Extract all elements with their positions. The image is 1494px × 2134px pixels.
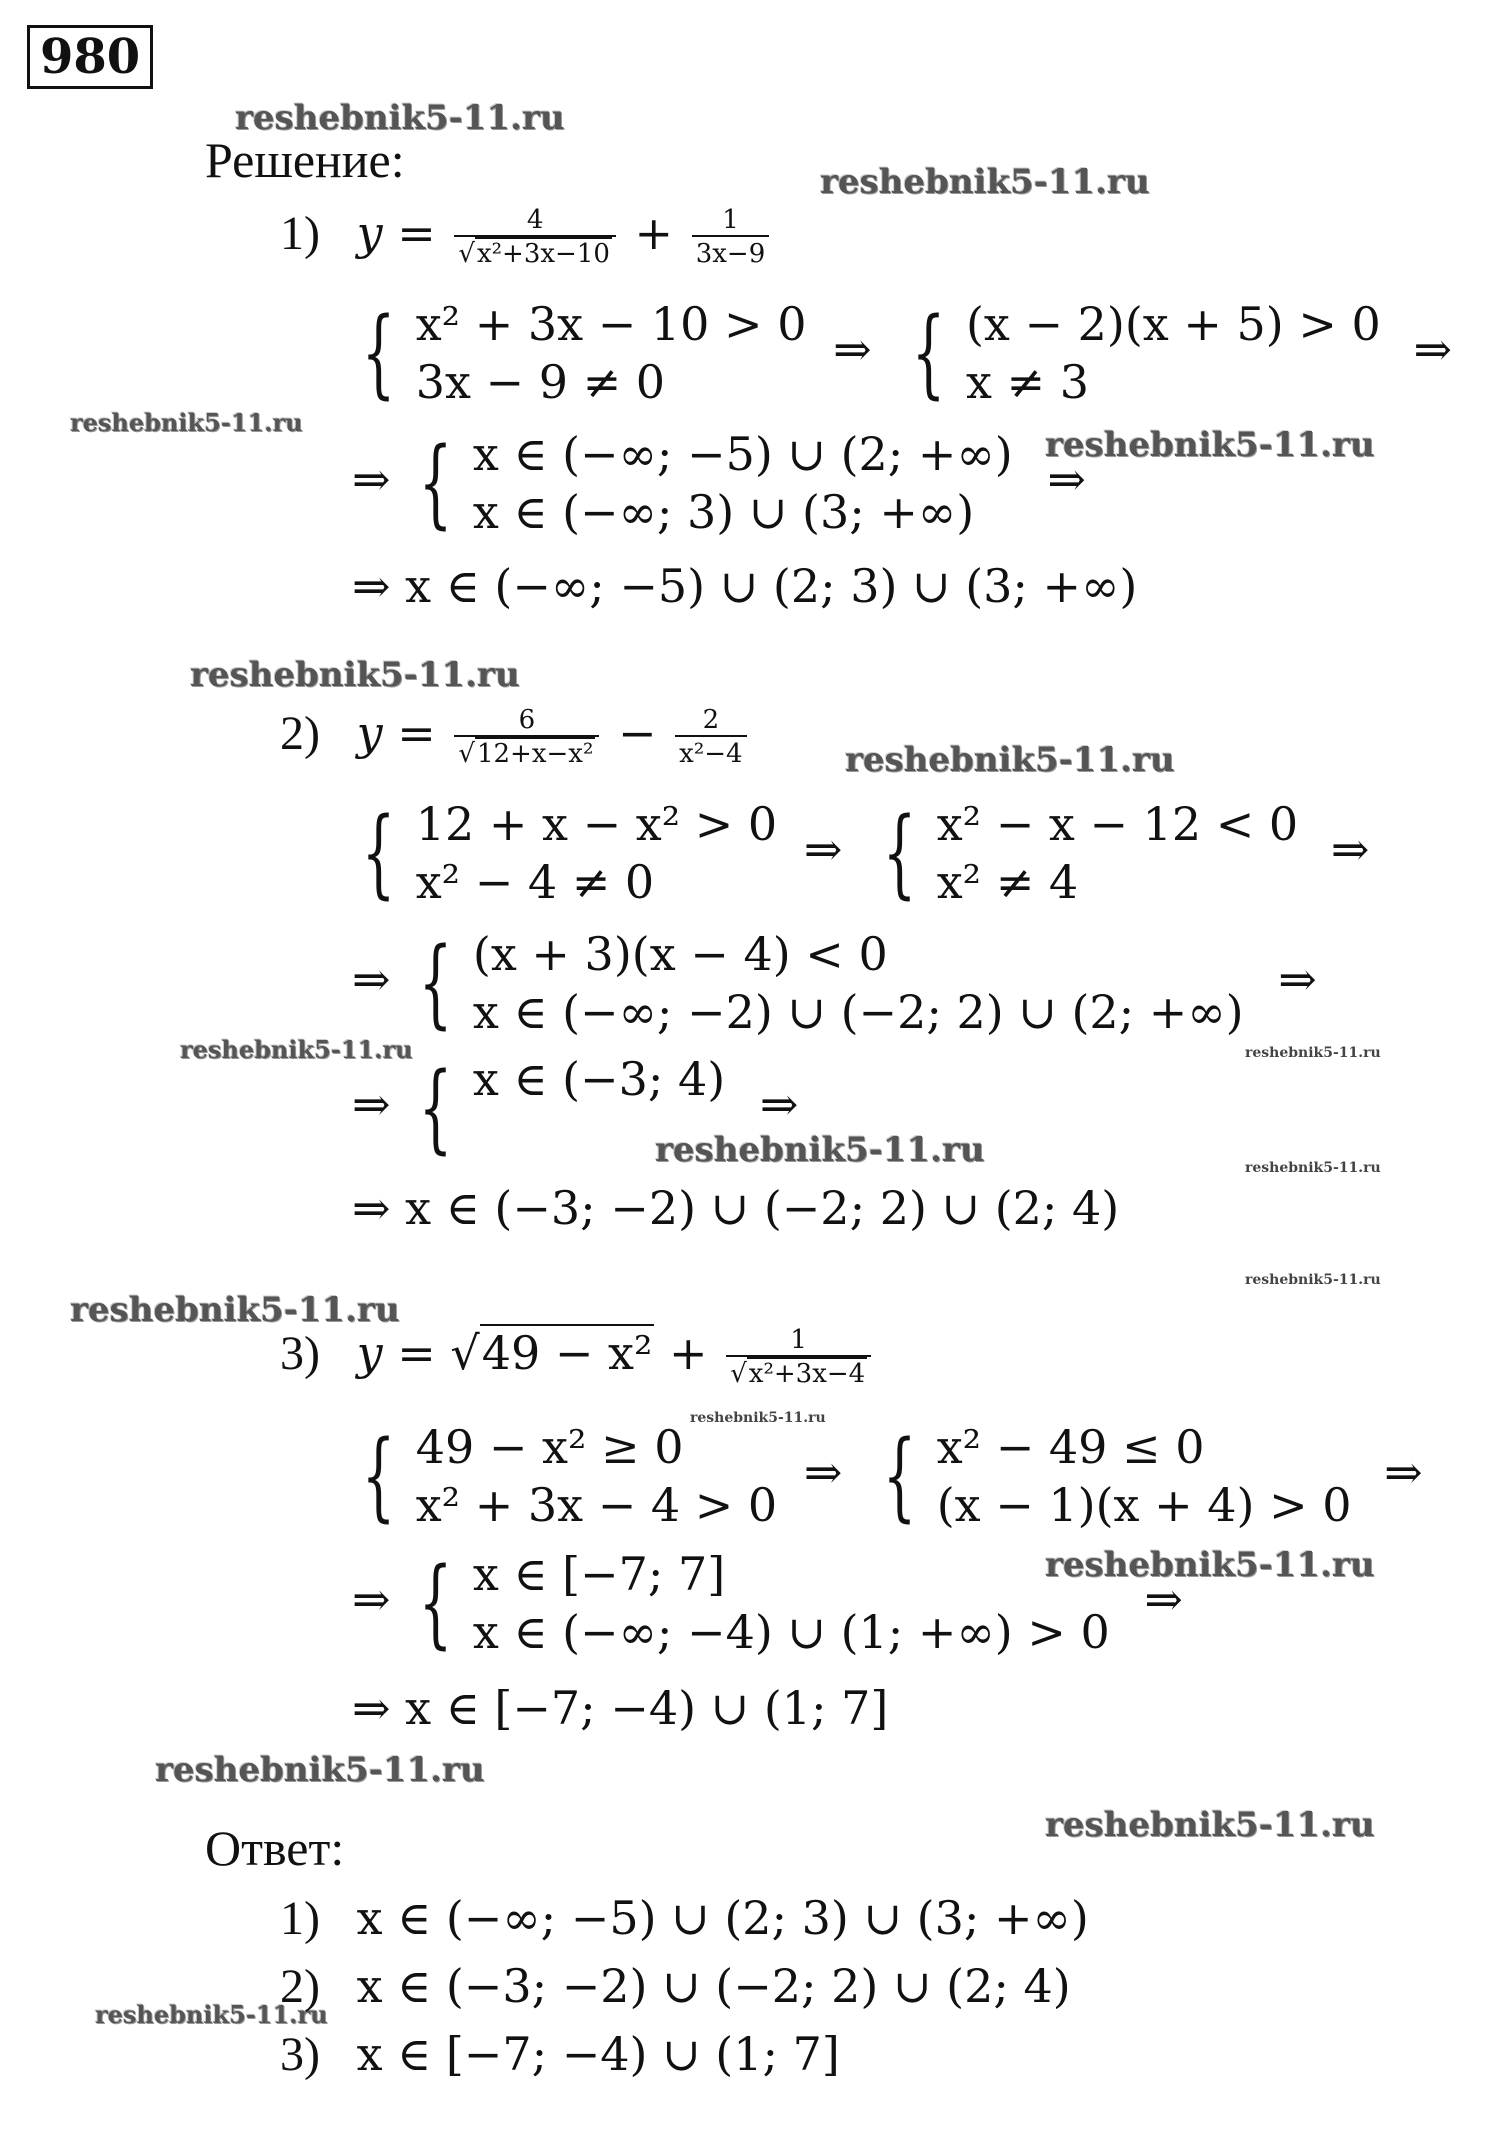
part2-op: − xyxy=(618,706,657,760)
part2-sys1-line1: 12 + x − x² > 0 xyxy=(415,797,778,851)
watermark: reshebnik5-11.ru xyxy=(70,1290,400,1330)
part1-fraction-1: $\frac{4}{\text{√x²+3x−10}}$ xyxy=(454,205,616,269)
part2-sys3-line1: (x + 3)(x − 4) < 0 xyxy=(472,927,888,981)
part2-result: ⇒ x ∈ (−3; −2) ∪ (−2; 2) ∪ (2; 4) xyxy=(352,1181,1120,1235)
solution-heading: Решение: xyxy=(205,132,405,188)
part1-func-prefix: y = xyxy=(356,206,451,260)
system-brace: { xyxy=(418,1052,453,1164)
watermark: reshebnik5-11.ru xyxy=(235,98,565,138)
system-brace: { xyxy=(361,797,396,909)
part3-step2 xyxy=(352,1545,1183,1661)
part3-sys1-line2: x² + 3x − 4 > 0 xyxy=(415,1478,778,1532)
system-brace: { xyxy=(361,1420,396,1532)
watermark: reshebnik5-11.ru xyxy=(95,2000,328,2029)
part2-den2: x²−4 xyxy=(675,735,746,769)
part2-sys3-line2: x ∈ (−∞; −2) ∪ (−2; 2) ∪ (2; +∞) xyxy=(472,985,1244,1039)
watermark: reshebnik5-11.ru xyxy=(690,1410,826,1426)
part2-label: 2) xyxy=(280,707,320,760)
part3-op: + xyxy=(669,1326,708,1380)
answer-text: x ∈ [−7; −4) ∪ (1; 7] xyxy=(356,2027,840,2081)
answer-heading: Ответ: xyxy=(205,1820,345,1876)
part1-sys3-line1: x ∈ (−∞; −5) ∪ (2; +∞) xyxy=(472,427,1013,481)
watermark: reshebnik5-11.ru xyxy=(845,740,1175,780)
part2-sys2-line1: x² − x − 12 < 0 xyxy=(936,797,1299,851)
part1-sys2-line1: (x − 2)(x + 5) > 0 xyxy=(965,297,1381,351)
part1-step1 xyxy=(348,295,1452,411)
part3-function: 3) y = √49 − x² + $\frac{1}{\text{√x²+3x−4}}$ xyxy=(280,1325,875,1389)
part2-func-prefix: y = xyxy=(356,706,451,760)
part3-sqrt-term: 49 − x² xyxy=(481,1326,653,1380)
part1-function xyxy=(280,205,773,269)
part3-num2: 1 xyxy=(790,1325,807,1355)
part2-sys1-line2: x² − 4 ≠ 0 xyxy=(415,855,655,909)
implies-arrow: ⇒ xyxy=(352,952,391,1006)
part1-sys3-line2: x ∈ (−∞; 3) ∪ (3; +∞) xyxy=(472,485,975,539)
part2-sys4-line1: x ∈ (−3; 4) xyxy=(472,1052,726,1106)
answer-label: 3) xyxy=(280,2028,320,2081)
system-brace: { xyxy=(418,927,453,1039)
part2-function xyxy=(280,705,751,769)
part3-sys1-line1: 49 − x² ≥ 0 xyxy=(415,1420,684,1474)
part2-sys4-line2 xyxy=(473,1108,725,1166)
part2-num1: 6 xyxy=(518,705,536,735)
part3-sys3-line1: x ∈ [−7; 7] xyxy=(472,1547,726,1601)
watermark: reshebnik5-11.ru xyxy=(1245,1160,1381,1176)
part3-sys3-line2: x ∈ (−∞; −4) ∪ (1; +∞) > 0 xyxy=(472,1605,1110,1659)
part1-den1: x²+3x−10 xyxy=(476,239,610,269)
part1-op: + xyxy=(634,206,674,260)
answer-label: 1) xyxy=(280,1892,320,1945)
part1-step2 xyxy=(352,425,1086,541)
watermark: reshebnik5-11.ru xyxy=(1045,1545,1375,1585)
answer-text: x ∈ (−∞; −5) ∪ (2; 3) ∪ (3; +∞) xyxy=(356,1891,1089,1945)
system-brace: { xyxy=(882,797,917,909)
implies-arrow: ⇒ xyxy=(352,452,391,506)
part2-num2: 2 xyxy=(702,705,720,735)
implies-arrow: ⇒ xyxy=(352,1077,391,1131)
watermark: reshebnik5-11.ru xyxy=(1245,1272,1381,1288)
part1-result: ⇒ x ∈ (−∞; −5) ∪ (2; 3) ∪ (3; +∞) xyxy=(352,559,1138,613)
answer-row-1 xyxy=(280,1890,1089,1947)
watermark: reshebnik5-11.ru xyxy=(820,162,1150,202)
part3-label: 3) xyxy=(280,1327,320,1380)
system-brace: { xyxy=(912,297,946,409)
watermark: reshebnik5-11.ru xyxy=(190,655,520,695)
part3-fraction: $\frac{1}{\text{√x²+3x−4}}$ xyxy=(726,1325,871,1389)
part2-step3 xyxy=(352,1050,798,1166)
part1-num1: 4 xyxy=(526,205,544,235)
system-brace: { xyxy=(418,427,453,539)
implies-arrow: ⇒ xyxy=(1384,1445,1423,1499)
part1-sys1-line1: x² + 3x − 10 > 0 xyxy=(415,297,807,351)
watermark: reshebnik5-11.ru xyxy=(70,408,303,437)
answer-text: x ∈ (−3; −2) ∪ (−2; 2) ∪ (2; 4) xyxy=(356,1959,1071,2013)
watermark: reshebnik5-11.ru xyxy=(180,1035,413,1064)
part3-den2: x²+3x−4 xyxy=(748,1359,866,1389)
part2-fraction-1: $\frac{6}{\text{√12+x−x²}}$ xyxy=(454,705,599,769)
part1-sys1-line2: 3x − 9 ≠ 0 xyxy=(415,355,666,409)
implies-arrow: ⇒ xyxy=(1278,952,1317,1006)
part3-sys2-line2: (x − 1)(x + 4) > 0 xyxy=(936,1478,1352,1532)
implies-arrow: ⇒ xyxy=(1330,822,1370,876)
part2-den1: 12+x−x² xyxy=(476,739,594,769)
system-brace: { xyxy=(882,1420,917,1532)
watermark: reshebnik5-11.ru xyxy=(155,1750,485,1790)
implies-arrow: ⇒ xyxy=(1413,322,1452,376)
implies-arrow: ⇒ xyxy=(759,1077,799,1131)
part2-fraction-2 xyxy=(675,705,746,769)
problem-number: 980 xyxy=(27,25,153,89)
implies-arrow: ⇒ xyxy=(803,822,843,876)
system-brace: { xyxy=(418,1547,453,1659)
watermark: reshebnik5-11.ru xyxy=(1245,1045,1381,1061)
implies-arrow: ⇒ xyxy=(803,1445,843,1499)
part2-step2 xyxy=(352,925,1317,1041)
part3-result: ⇒ x ∈ [−7; −4) ∪ (1; 7] xyxy=(352,1681,889,1735)
watermark: reshebnik5-11.ru xyxy=(1045,425,1375,465)
part2-sys2-line2: x² ≠ 4 xyxy=(936,855,1079,909)
part2-step1 xyxy=(348,795,1369,911)
part1-sys2-line2: x ≠ 3 xyxy=(965,355,1089,409)
watermark: reshebnik5-11.ru xyxy=(1045,1805,1375,1845)
part1-num2: 1 xyxy=(722,205,739,235)
implies-arrow: ⇒ xyxy=(1144,1572,1183,1626)
answer-row-3 xyxy=(280,2026,840,2083)
part3-step1 xyxy=(348,1418,1423,1534)
part1-fraction-2 xyxy=(692,205,770,269)
answer-row-2 xyxy=(280,1958,1071,2015)
part3-sys2-line1: x² − 49 ≤ 0 xyxy=(936,1420,1205,1474)
part1-den2: 3x−9 xyxy=(692,235,770,269)
part1-label: 1) xyxy=(280,207,320,260)
part3-func-prefix: y = xyxy=(356,1326,451,1380)
implies-arrow: ⇒ xyxy=(352,1572,391,1626)
system-brace: { xyxy=(361,297,396,409)
implies-arrow: ⇒ xyxy=(1047,452,1086,506)
answer-label: 2) xyxy=(280,1960,320,2013)
implies-arrow: ⇒ xyxy=(833,322,872,376)
watermark: reshebnik5-11.ru xyxy=(655,1130,985,1170)
